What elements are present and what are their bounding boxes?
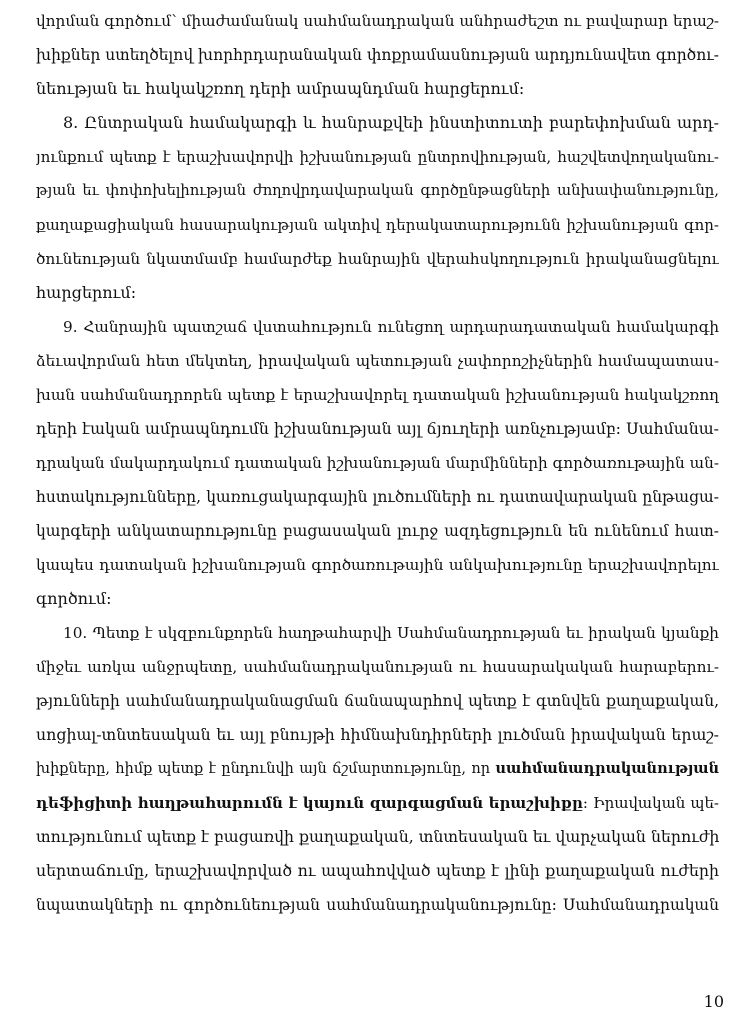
text-line: գործում: [36, 589, 112, 608]
bold-emphasis: դեֆիցիտի հաղթահարումն է կայուն զարգացման երաշխիքը [36, 794, 583, 812]
text-line: տությունում պետք է բացառվի քաղաքական, տնտեսական եւ վարչական ներուժի [36, 827, 719, 846]
text-line: հստակությունները, կառուցակարգային լուծումների ու դատավարական ընթացա- [36, 488, 719, 506]
text-line: դրական մակարդակում դատական իշխանության մարմինների գործառութային ան- [36, 454, 719, 472]
text-segment: խիքները, հիմք պետք է ընդունվի այն ճշմարտությունը, որ [36, 761, 496, 777]
text-line: ձեւավորման հետ մեկտեղ, իրավական պետության չափորոշիչներին համապատաս- [36, 352, 719, 370]
paragraph-10 [36, 616, 719, 922]
text-line: նպատակների ու գործունեության սահմանադրականությունը: Սահմանադրական [36, 896, 719, 914]
text-line: կարգերի անկատարությունը բացասական լուրջ ազդեցություն են ունենում հատ- [36, 522, 719, 540]
text-line: 9. Հանրային պատշաճ վստահություն ունեցող արդարադատական համակարգի [63, 318, 719, 336]
text-line: 10. Պետք է սկզբունքորեն հաղթահարվի Սահմանադրության եւ իրական կյանքի [63, 624, 719, 642]
paragraph-9 [36, 310, 719, 616]
text-line: հարցերում: [36, 283, 137, 302]
text-line: միջեւ առկա անջրպետը, սահմանադրականության ու հասարակական հարաբերու- [36, 658, 719, 676]
text-line: խիքներ ստեղծելով խորհրդարանական փոքրամասնության արդյունավետ գործու- [36, 46, 719, 64]
text-line: 8. Ընտրական համակարգի և հանրաքվեի ինստիտուտի բարեփոխման արդ- [63, 113, 719, 132]
text-line: թյունների սահմանադրականացման ճանապարհով պետք է գտնվեն քաղաքական, [36, 692, 719, 710]
text-line: սերտաճումը, երաշխավորված ու ապահովված պետք է լինի քաղաքական ուժերի [36, 861, 719, 880]
text-line: թյան եւ փոփոխելիության ժողովրդավարական գործընթացների անխափանությունը, [36, 182, 719, 199]
page-number: 10 [703, 992, 724, 1011]
text-segment: : Իրավական պե- [582, 794, 719, 812]
text-line-with-emphasis [36, 786, 719, 820]
bold-emphasis: սահմանադրականության [495, 760, 719, 777]
text-line: վորման գործում՝ միաժամանակ սահմանադրական անհրաժեշտ ու բավարար երաշ- [36, 12, 719, 30]
paragraph-8 [36, 106, 719, 310]
text-line: նեության եւ հակակշռող դերի ամրապնդման հարցերում: [36, 79, 525, 98]
document-page [36, 4, 719, 1020]
text-line: սոցիալ-տնտեսական եւ այլ բնույթի հիմնախնդիրների լուծման իրավական երաշ- [36, 725, 719, 744]
text-line: դերի էական ամրապնդումն իշխանության այլ ճյուղերի առնչությամբ: Սահմանա- [36, 419, 719, 438]
text-line-with-emphasis [36, 752, 719, 786]
paragraph-continuation [36, 4, 719, 106]
text-line: խան սահմանադրորեն պետք է երաշխավորել դատական իշխանության հակակշռող [36, 386, 719, 404]
text-line: ծունեության նկատմամբ համարժեք հանրային վերահսկողություն իրականացնելու [36, 250, 719, 268]
text-line: կապես դատական իշխանության գործառութային անկախությունը երաշխավորելու [36, 556, 719, 574]
text-line: յունքում պետք է երաշխավորվի իշխանության ընտրովիության, հաշվետվողականու- [36, 148, 719, 166]
text-line: քաղաքացիական հասարակության ակտիվ դերակատարությունն իշխանության գոր- [36, 216, 719, 234]
